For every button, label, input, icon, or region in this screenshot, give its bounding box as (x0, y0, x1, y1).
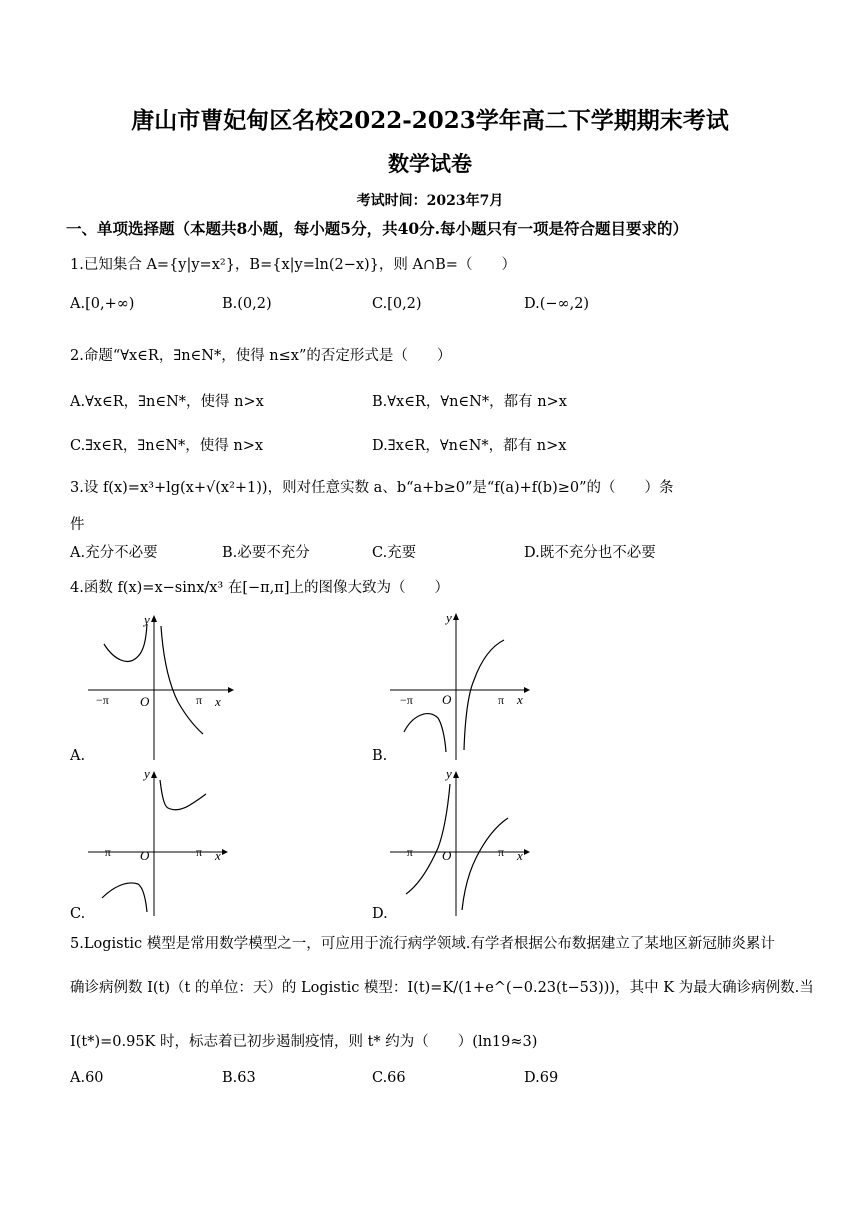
q1-option-a: A.[0,+∞) (70, 296, 135, 312)
graph-c (88, 766, 238, 916)
paper-subtitle: 数学试卷 (388, 151, 472, 176)
question-2-stem: 2.命题“∀x∈R，∃n∈N*，使得 n≤x”的否定形式是（ ） (70, 348, 452, 364)
q5-option-c: C.66 (372, 1070, 406, 1086)
q2-option-b: B.∀x∈R，∀n∈N*，都有 n>x (372, 394, 567, 410)
q3-option-c: C.充要 (372, 545, 417, 561)
graph-a-neg-pi: −π (96, 693, 109, 707)
graph-c-origin: O (140, 848, 150, 863)
graph-c-pi: π (196, 845, 203, 859)
question-3-stem-cont: 件 (70, 517, 85, 533)
q5-option-d: D.69 (524, 1070, 559, 1086)
q4-option-c: C. (70, 906, 86, 922)
graph-b (390, 610, 540, 760)
q2-option-a: A.∀x∈R，∃n∈N*，使得 n>x (70, 394, 264, 410)
section-heading: 一、单项选择题（本题共8小题，每小题5分，共40分.每小题只有一项是符合题目要求的） (66, 219, 689, 238)
graph-b-pi: π (498, 693, 505, 707)
graph-a-origin: O (140, 694, 150, 709)
graph-c-x: x (215, 848, 221, 863)
graph-b-origin: O (442, 692, 452, 707)
q4-option-d: D. (372, 906, 388, 922)
graph-d-x: x (517, 848, 523, 863)
q2-option-d: D.∃x∈R，∀n∈N*，都有 n>x (372, 438, 567, 454)
q3-option-d: D.既不充分也不必要 (524, 545, 656, 561)
q4-option-b: B. (372, 748, 388, 764)
paper-title: 唐山市曹妃甸区名校2022-2023学年高二下学期期末考试 (131, 107, 729, 134)
q1-option-d: D.(−∞,2) (524, 296, 590, 312)
question-5-line-2: 确诊病例数 I(t)（t 的单位：天）的 Logistic 模型：I(t)=K/(1+e^(−0.23(t−53)))，其中 K 为最大确诊病例数.当 (70, 980, 814, 996)
question-1-stem: 1.已知集合 A={y|y=x²}，B={x|y=ln(2−x)}，则 A∩B=（ ） (70, 257, 516, 273)
q5-option-a: A.60 (70, 1070, 104, 1086)
q3-option-b: B.必要不充分 (222, 545, 310, 561)
graph-c-neg-pi: −π (98, 845, 111, 859)
exam-time: 考试时间：2023年7月 (356, 193, 504, 209)
graph-b-x: x (517, 692, 523, 707)
graph-a (88, 612, 238, 762)
q3-option-a: A.充分不必要 (70, 545, 158, 561)
graph-d-neg-pi: −π (400, 845, 413, 859)
graph-a-x: x (215, 694, 221, 709)
question-3-stem: 3.设 f(x)=x³+lg(x+√(x²+1))，则对任意实数 a、b“a+b≥0”是“f(a)+f(b)≥0”的（ ）条 (70, 480, 674, 496)
graph-d (390, 766, 540, 916)
graph-d-pi: π (498, 845, 505, 859)
q1-option-b: B.(0,2) (222, 296, 272, 312)
graph-b-y: y (446, 610, 452, 625)
graph-d-origin: O (442, 848, 452, 863)
graph-d-y: y (446, 766, 452, 781)
q4-option-a: A. (70, 748, 86, 764)
q2-option-c: C.∃x∈R，∃n∈N*，使得 n>x (70, 438, 264, 454)
question-5-line-3: I(t*)=0.95K 时，标志着已初步遏制疫情，则 t* 约为（ ）(ln19≈3) (70, 1034, 538, 1050)
graph-a-pi: π (196, 693, 203, 707)
graph-a-y: y (144, 612, 150, 627)
question-5-line-1: 5.Logistic 模型是常用数学模型之一，可应用于流行病学领域.有学者根据公布数据建立了某地区新冠肺炎累计 (70, 936, 775, 952)
q5-option-b: B.63 (222, 1070, 256, 1086)
question-4-stem: 4.函数 f(x)=x−sinx/x³ 在[−π,π]上的图像大致为（ ） (70, 580, 449, 596)
graph-b-neg-pi: −π (400, 693, 413, 707)
q1-option-c: C.[0,2) (372, 296, 422, 312)
graph-c-y: y (144, 766, 150, 781)
